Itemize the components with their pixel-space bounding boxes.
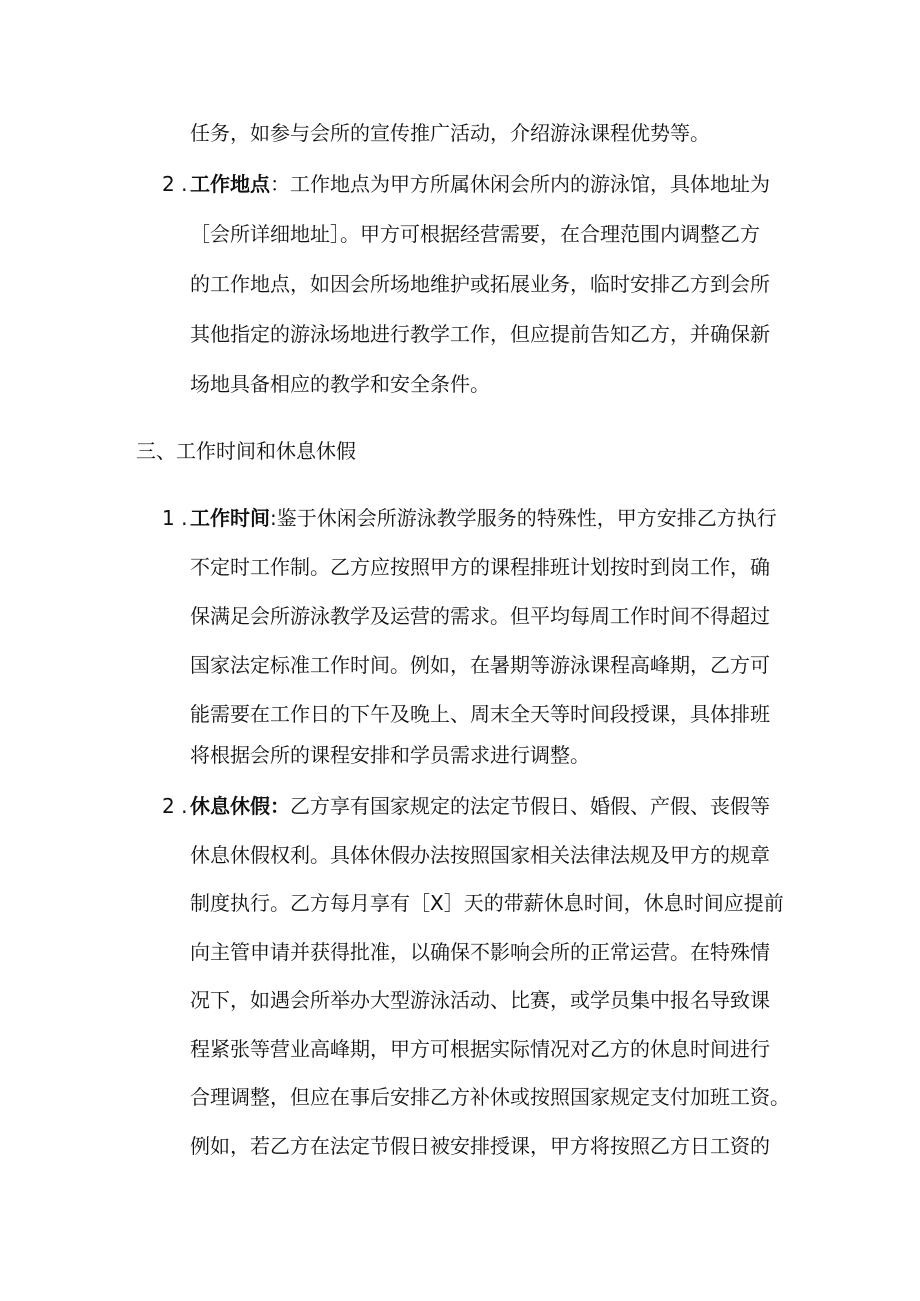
- paragraph-line: 合理调整，但应在事后安排乙方补休或按照国家规定支付加班工资。: [190, 1085, 790, 1109]
- paragraph-line: 不定时工作制。乙方应按照甲方的课程排班计划按时到岗工作，确: [190, 555, 770, 579]
- paragraph-line: 休息休假权利。具体休假办法按照国家相关法律法规及甲方的规章: [190, 843, 770, 867]
- paragraph-line: 保满足会所游泳教学及运营的需求。但平均每周工作时间不得超过: [190, 604, 770, 628]
- paragraph-line: 国家法定标准工作时间。例如，在暑期等游泳课程高峰期，乙方可: [190, 653, 770, 677]
- paragraph-line: 能需要在工作日的下午及晚上、周末全天等时间段授课，具体排班: [190, 702, 770, 726]
- paragraph-text: 乙方享有国家规定的法定节假日、婚假、产假、丧假等: [290, 794, 770, 818]
- section-heading: 三、工作时间和休息休假: [136, 439, 356, 463]
- paragraph-text: ：工作地点为甲方所属休闲会所内的游泳馆，具体地址为: [270, 172, 770, 196]
- paragraph-line: 况下，如遇会所举办大型游泳活动、比赛，或学员集中报名导致课: [190, 988, 770, 1012]
- paragraph-line: [190, 794, 790, 818]
- paragraph-line: 例如，若乙方在法定节假日被安排授课，甲方将按照乙方日工资的: [190, 1134, 770, 1158]
- paragraph-line: 程紧张等营业高峰期，甲方可根据实际情况对乙方的休息时间进行: [190, 1037, 770, 1061]
- paragraph-text: :鉴于休闲会所游泳教学服务的特殊性，甲方安排乙方执行: [270, 506, 777, 530]
- paragraph-line: 场地具备相应的教学和安全条件。: [190, 372, 490, 396]
- item-number: 2 .: [162, 794, 188, 818]
- paragraph-line: 其他指定的游泳场地进行教学工作，但应提前告知乙方，并确保新: [190, 322, 770, 346]
- paragraph-line: ［会所详细地址］。甲方可根据经营需要，在合理范围内调整乙方: [190, 222, 760, 246]
- paragraph-line: [190, 506, 790, 530]
- continuation-line: 任务，如参与会所的宣传推广活动，介绍游泳课程优势等。: [190, 121, 710, 145]
- paragraph-line: 将根据会所的课程安排和学员需求进行调整。: [190, 743, 590, 767]
- item-title: 工作地点: [190, 172, 270, 196]
- item-title: 休息休假：: [190, 794, 290, 818]
- item-title: 工作时间: [190, 506, 270, 530]
- paragraph-line: 的工作地点，如因会所场地维护或拓展业务，临时安排乙方到会所: [190, 272, 770, 296]
- item-number: 1 .: [162, 506, 188, 530]
- paragraph-line: 向主管申请并获得批准，以确保不影响会所的正常运营。在特殊情: [190, 940, 770, 964]
- paragraph-line: 制度执行。乙方每月享有［X］天的带薪休息时间，休息时间应提前: [190, 891, 784, 915]
- paragraph-line: [190, 172, 790, 196]
- item-number: 2 .: [162, 172, 188, 196]
